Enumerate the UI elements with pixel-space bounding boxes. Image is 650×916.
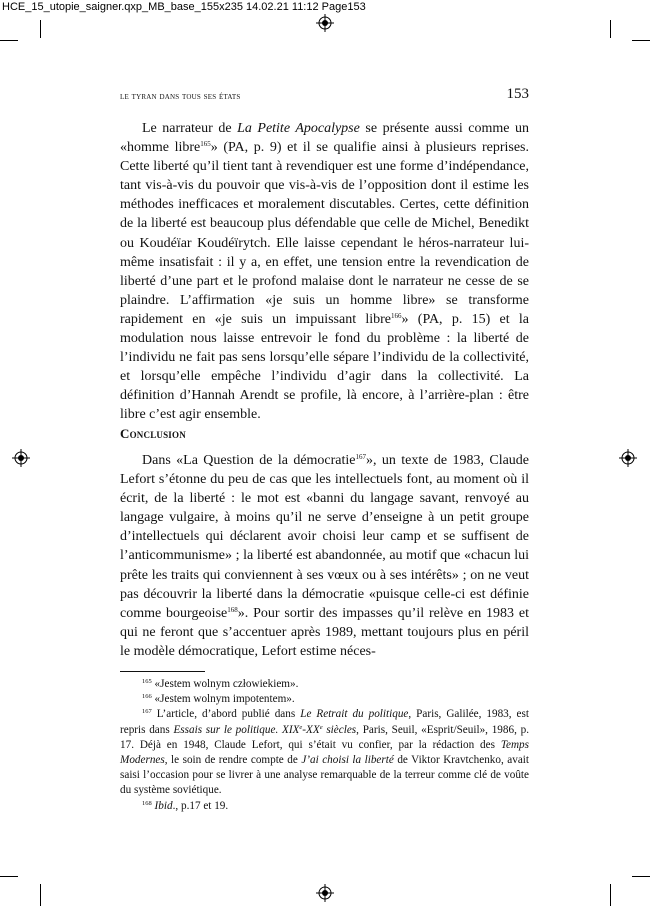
footnote-ref-166: 166: [391, 311, 402, 320]
section-heading: Conclusion: [120, 426, 186, 441]
footnote-ref-168: 168: [227, 605, 238, 614]
crop-mark-top-right-v: [610, 20, 611, 38]
crop-mark-top-right-h: [632, 40, 650, 41]
footnote-168: $^{168}$ Ibid., p.17 et 19.: [142, 799, 229, 812]
registration-mark-top: [316, 14, 334, 32]
footnote-divider: [120, 671, 205, 672]
body-section-1: [120, 119, 529, 425]
registration-mark-left: [12, 449, 30, 467]
crop-mark-bottom-right-v: [610, 884, 611, 906]
footnote-ref-165: 165: [200, 140, 211, 149]
page-number: 153: [506, 86, 529, 102]
running-head: le tyran dans tous ses états: [120, 91, 241, 102]
body-section-2: [120, 451, 529, 661]
footnotes: [120, 677, 529, 814]
paragraph-1: Le narrateur de La Petite Apocalypse se présente aussi comme un «homme libre$^{165}$» (PA, p. 9) et il se qualifie ainsi à plusieurs reprises. Cette liberté qu’il tient tant à revendiquer est une forme d’indépendance, tant vis-à-vis du pouvoir que vis-à-vis de l’opposition dont il estime les méthodes inefficaces et moralement discutables. Certes, cette définition de la liberté est beaucoup plus défendable que celle de Michel, Benedikt ou Koudéïar Koudéïrytch. Elle laisse cependant le héros-narrateur lui-même insatisfait : il y a, en effet, une tension entre la revendication de liberté d’une part et le profond malaise dont le narrateur ne cesse de se plaindre. L’affirmation «je suis un homme libre» se transforme rapidement en «je suis un impuissant libre$^{166}$» (PA, p. 15) et la modulation nous laisse entrevoir le fond du problème : la liberté de l’individu ne fait pas sens lorsqu’elle sépare l’individu de la collectivité, et lorsqu’elle empêche l’individu d’agir dans la collectivité. La définition d’Hannah Arendt se profile, là encore, à l’arrière-plan : être libre c’est agir ensemble.: [120, 121, 530, 423]
footnote-167: $^{167}$ L’article, d’abord publié dans Le Retrait du politique, Paris, Galilée, 1983, est repris dans Essais sur le politique. XIXe-XXe siècles, Paris, Seuil, «Esprit/Seuil», 1986, p. 17. Déjà en 1948, Claude Lefort, qui s’était vu confier, par la rédaction des Temps Modernes, le soin de rendre compte de J’ai choisi la liberté de Viktor Kravtchenko, avait saisi l’occasion pour se livrer à une analyse remarquable de la terreur comme clé de voûte du système soviétique.: [120, 708, 530, 797]
footnote-165: $^{165}$ «Jestem wolnym człowiekiem».: [142, 678, 299, 690]
footnote-166: $^{166}$ «Jestem wolnym impotentem».: [142, 693, 295, 706]
registration-mark-right: [619, 449, 637, 467]
page-header: [120, 85, 529, 105]
crop-mark-top-left-h: [0, 40, 18, 41]
registration-mark-bottom: [316, 884, 334, 902]
crop-mark-bottom-right-h: [632, 876, 650, 877]
print-slug: HCE_15_utopie_saigner.qxp_MB_base_155x235 14.02.21 11:12 Page153: [2, 1, 366, 13]
crop-mark-top-left-v: [40, 20, 41, 38]
paragraph-2: Dans «La Question de la démocratie$^{167}$», un texte de 1983, Claude Lefort s’étonne du peu de cas que les intellectuels font, au moment où il écrit, de la liberté : le mot est «banni du langage savant, renvoyé au langage vulgaire, à moins qu’il ne serve d’enseigne à un petit groupe d’intellectuels qui déclarent avoir choisi leur camp et se suffisent de l’anticommunisme» ; la liberté est abandonnée, au motif que «chacun lui prête les traits qui conviennent à ses vœux ou à ses intérêts» ; on ne veut pas découvrir la liberté dans la démocratie «puisque celle-ci est définie comme bourgeoise$^{168}$». Pour sortir des impasses qu’il relève en 1983 et qui ne feront que s’accentuer après 1989, mettant toujours plus en péril le modèle démocratique, Lefort estime néces-: [120, 453, 530, 659]
book-title: La Petite Apocalypse: [237, 121, 360, 136]
footnote-ref-167: 167: [355, 453, 367, 461]
crop-mark-bottom-left-h: [0, 876, 18, 877]
crop-mark-bottom-left-v: [40, 884, 41, 906]
